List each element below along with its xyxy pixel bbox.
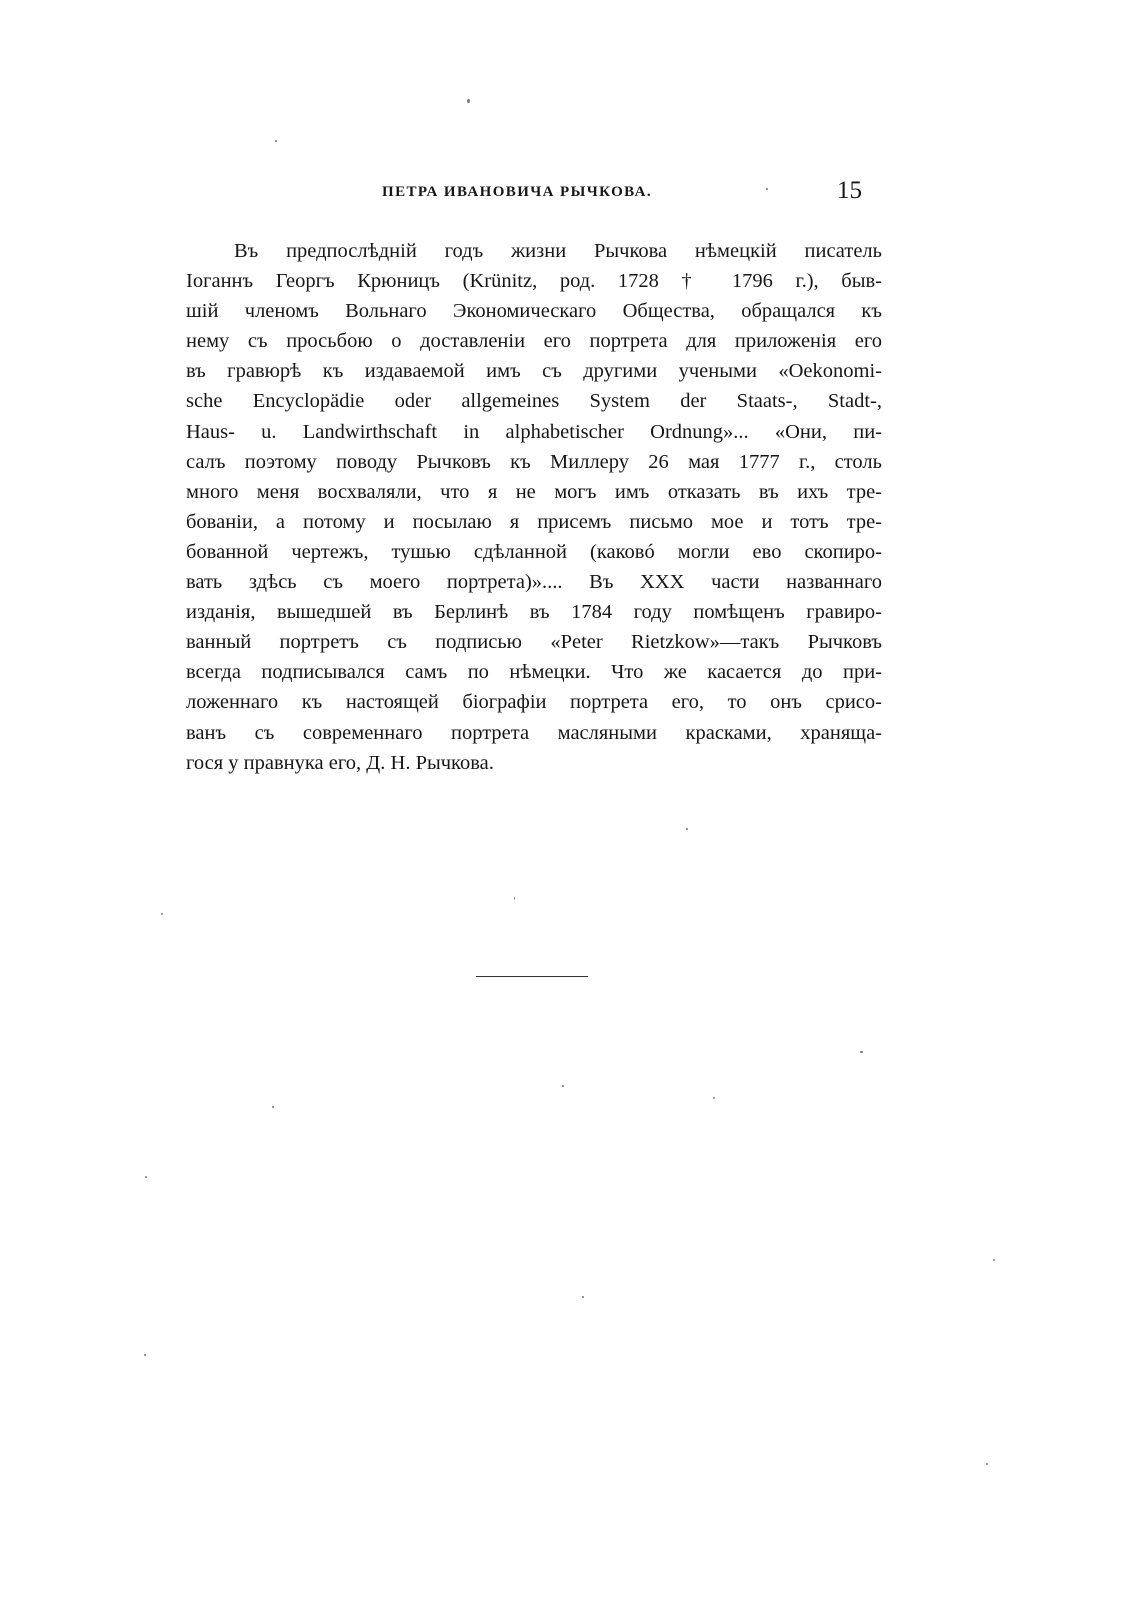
body-paragraph [186, 236, 882, 778]
scan-speck [514, 897, 515, 900]
text-line-3: шій членомъ Вольнаго Экономическаго Общества, обращался къ [186, 300, 882, 323]
page-number: 15 [837, 177, 862, 204]
scan-speck [986, 1463, 988, 1465]
text-line-14: ванный портретъ съ подписью «Peter Rietzkow»—такъ Рычковъ [186, 631, 882, 654]
text-line-2: Іоганнъ Георгъ Крюницъ (Krünitz, род. 1728 † 1796 г.), быв- [186, 270, 882, 293]
scan-speck [713, 1097, 715, 1099]
text-line-18: гося у правнука его, Д. Н. Рычкова. [186, 751, 494, 774]
text-line-10: бованіи, а потому и посылаю я присемъ письмо мое и тотъ тре- [186, 510, 882, 533]
text-line-13: изданія, вышедшей въ Берлинѣ въ 1784 году помѣщенъ гравиро- [186, 601, 882, 624]
scan-speck [860, 1051, 863, 1053]
scan-speck [686, 828, 688, 830]
scan-speck [766, 188, 768, 190]
section-end-rule [476, 976, 588, 977]
text-line-16: ложеннаго къ настоящей біографіи портрета его, то онъ срисо- [186, 691, 882, 714]
text-line-12: вать здѣсь съ моего портрета)».... Въ XXX части названнаго [186, 571, 882, 594]
text-line-4: нему съ просьбою о доставленіи его портрета для приложенія его [186, 330, 882, 353]
text-line-15: всегда подписывался самъ по нѣмецки. Что же касается до при- [186, 661, 882, 684]
scan-speck [582, 1296, 584, 1298]
text-line-11: бованной чертежъ, тушью сдѣланной (каковó могли ево скопиро- [186, 540, 882, 563]
scan-speck [161, 913, 163, 915]
scan-speck [562, 1085, 564, 1087]
text-line-9: много меня восхваляли, что я не могъ имъ отказать въ ихъ тре- [186, 480, 882, 503]
running-header [186, 177, 876, 210]
text-line-1: Въ предпослѣдній годъ жизни Рычкова нѣмецкій писатель [234, 240, 882, 262]
scan-speck [144, 1354, 146, 1356]
text-line-6: sche Encyclopädie oder allgemeines System der Staats-, Stadt-, [186, 390, 882, 413]
text-line-5: въ гравюрѣ къ издаваемой имъ съ другими учеными «Oekonomi- [186, 360, 882, 383]
scan-speck [145, 1176, 147, 1178]
text-line-8: салъ поэтому поводу Рычковъ къ Миллеру 26 мая 1777 г., столь [186, 450, 882, 473]
running-title: ПЕТРА ИВАНОВИЧА РЫЧКОВА. [382, 184, 652, 200]
text-line-7: Haus- u. Landwirthschaft in alphabetischer Ordnung»... «Они, пи- [186, 420, 882, 443]
scan-speck [275, 140, 277, 142]
text-line-17: ванъ съ современнаго портрета масляными красками, хранящa- [186, 721, 882, 744]
scan-speck [272, 1106, 274, 1108]
scan-speck [467, 99, 470, 103]
scan-speck [993, 1259, 995, 1261]
